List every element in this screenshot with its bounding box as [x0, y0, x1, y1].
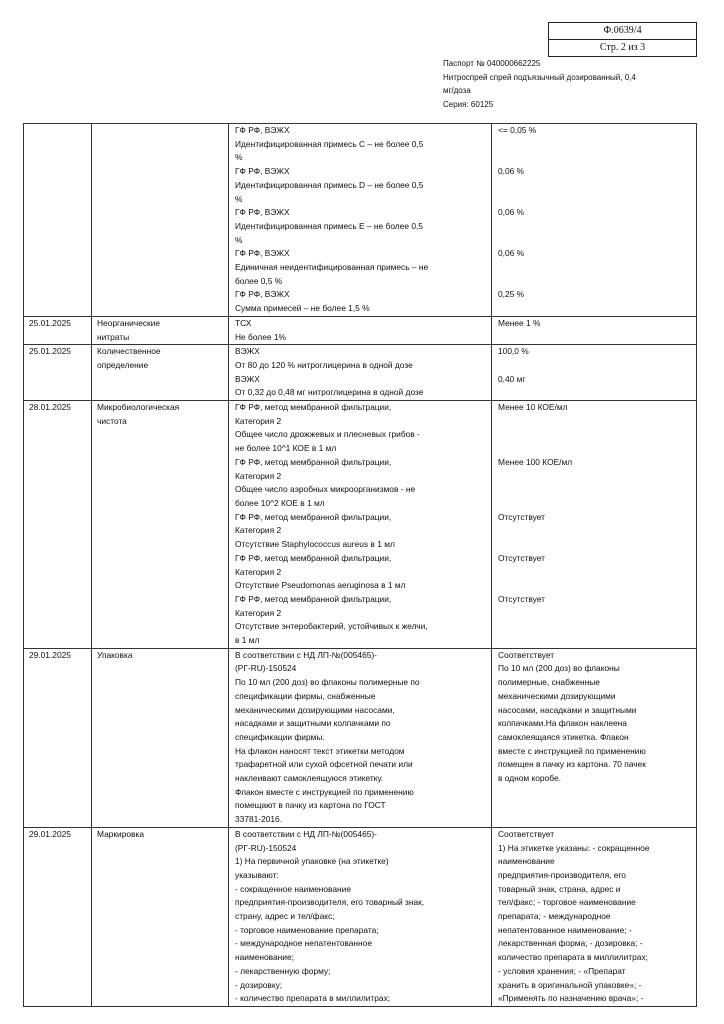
table-row — [24, 827, 697, 1006]
table-row — [24, 648, 697, 827]
result-line: наименование — [498, 856, 555, 867]
method-line: ГФ РФ, ВЭЖХ — [235, 248, 290, 259]
result-line: колпачками.На флакон наклеена — [498, 718, 627, 729]
table-row — [24, 316, 697, 344]
method-line: более 0,5 % — [235, 275, 283, 286]
indicator-line: Микробиологическая — [97, 402, 180, 413]
result-line: Отсутствует — [498, 511, 545, 522]
date-cell — [24, 345, 92, 401]
method-line: Не более 1% — [235, 331, 286, 342]
method-line: ГФ РФ, метод мембранной фильтрации, — [235, 402, 392, 413]
method-line: - торговое наименование препарата; — [235, 924, 379, 935]
method-line: 33781-2016. — [235, 814, 283, 825]
result-line: вместе с инструкцией по применению — [498, 745, 646, 756]
indicator-cell — [92, 316, 229, 344]
result-line — [498, 538, 694, 552]
product-name-line-2: мг/доза — [443, 86, 471, 96]
test-date: 28.01.2025 — [29, 402, 71, 413]
result-line — [498, 261, 694, 275]
result-line: механическими дозирующими — [498, 690, 616, 701]
result-cell — [492, 345, 697, 401]
result-line — [498, 192, 694, 206]
result-cell — [492, 827, 697, 1006]
method-line: Отсутствие энтеробактерий, устойчивых к желчи, — [235, 621, 428, 632]
result-line: насосами, насадками и защитными — [498, 704, 637, 715]
indicator-cell — [92, 345, 229, 401]
result-line: Менее 1 % — [498, 317, 541, 328]
method-cell — [229, 345, 492, 401]
series-number: Серия: 60125 — [443, 99, 494, 109]
result-line — [498, 606, 694, 620]
method-line: ВЭЖХ — [235, 373, 260, 384]
method-line: (РГ-RU)-150524 — [235, 663, 297, 674]
method-line: в 1 мл — [235, 635, 260, 646]
result-line — [498, 470, 694, 484]
method-line: Идентифицированная примесь E – не более 0,5 — [235, 220, 423, 231]
result-line — [498, 138, 694, 152]
result-line — [498, 386, 694, 400]
method-line: % — [235, 193, 243, 204]
product-name-line-1: Нитроспрей спрей подъязычный дозированный, 0,4 — [443, 72, 636, 82]
method-line: помещают в пачку из картона по ГОСТ — [235, 800, 386, 811]
date-cell — [24, 827, 92, 1006]
result-line: Соответствует — [498, 649, 555, 660]
method-line: ГФ РФ, метод мембранной фильтрации, — [235, 456, 392, 467]
method-line: ГФ РФ, метод мембранной фильтрации, — [235, 552, 392, 563]
result-line: количество препарата в миллилитрах; — [498, 952, 648, 963]
method-cell — [229, 124, 492, 317]
method-line: Флакон вместе с инструкцией по применению — [235, 786, 414, 797]
indicator-line: Неорганические — [97, 317, 161, 328]
method-line: По 10 мл (200 доз) во флаконы полимерные по — [235, 677, 420, 688]
result-line: Менее 100 КОЕ/мл — [498, 456, 573, 467]
passport-number: Паспорт № 040000662225 — [443, 59, 541, 68]
test-date: 25.01.2025 — [29, 346, 71, 357]
method-line: От 80 до 120 % нитроглицерина в одной дозе — [235, 359, 413, 370]
method-line: указывают: — [235, 869, 279, 880]
result-line: полимерные, снабженные — [498, 677, 600, 688]
method-line: Общее число аэробных микроорганизмов - не — [235, 484, 416, 495]
method-line: Единичная неидентифицированная примесь – не — [235, 262, 429, 273]
result-cell — [492, 316, 697, 344]
method-line: Категория 2 — [235, 415, 282, 426]
indicator-cell — [92, 648, 229, 827]
result-line: 0,40 мг — [498, 373, 526, 384]
method-line: ГФ РФ, метод мембранной фильтрации, — [235, 593, 392, 604]
indicator-cell — [92, 401, 229, 649]
result-line — [498, 359, 694, 373]
result-line: 0,06 % — [498, 248, 525, 259]
indicator-line: Упаковка — [97, 649, 133, 660]
method-line: В соответствии с НД ЛП-№(005465)- — [235, 649, 377, 660]
indicator-line: нитраты — [97, 331, 130, 342]
result-line — [498, 220, 694, 234]
method-line: ГФ РФ, метод мембранной фильтрации, — [235, 511, 392, 522]
result-line: предприятия-производителя, его — [498, 869, 626, 880]
result-line: в одном коробе. — [498, 773, 561, 784]
method-line: насадками и защитными колпачками по — [235, 718, 391, 729]
result-line — [498, 634, 694, 648]
method-line: От 0,32 до 0,48 мг нитроглицерина в одной дозе — [235, 387, 424, 398]
method-line: % — [235, 234, 243, 245]
result-line — [498, 415, 694, 429]
indicator-line: определение — [97, 359, 149, 370]
result-line: лекарственная форма; - дозировка; - — [498, 938, 643, 949]
method-line: более 10^2 КОЕ в 1 мл — [235, 497, 325, 508]
result-line: самоклеящаяся этикетка. Флакон — [498, 731, 629, 742]
method-line: наименование; — [235, 952, 294, 963]
method-line: - лекарственную форму; — [235, 965, 331, 976]
method-line: трафаретной или сухой офсетной печати или — [235, 759, 413, 770]
result-line: 0,06 % — [498, 166, 525, 177]
method-line: страну, адрес и тел/факс; — [235, 911, 335, 922]
result-line: непатентованное наименование; - — [498, 924, 632, 935]
method-line: ГФ РФ, ВЭЖХ — [235, 125, 290, 135]
result-line: 100,0 % — [498, 346, 529, 357]
method-line: ГФ РФ, ВЭЖХ — [235, 207, 290, 218]
method-line: ТСХ — [235, 317, 252, 328]
method-line: В соответствии с НД ЛП-№(005465)- — [235, 828, 377, 839]
result-line — [498, 428, 694, 442]
method-line: спецификации фирмы, снабженные — [235, 690, 376, 701]
result-line — [498, 524, 694, 538]
method-line: механическими дозирующими насосами, — [235, 704, 395, 715]
method-line: наклеивают самоклеящуюся этикетку. — [235, 773, 384, 784]
method-line: Категория 2 — [235, 566, 282, 577]
result-line: 0,06 % — [498, 207, 525, 218]
result-line — [498, 275, 694, 289]
result-line: препарата; - международное — [498, 911, 611, 922]
test-date: 25.01.2025 — [29, 317, 71, 328]
method-line: - сокращенное наименование — [235, 883, 352, 894]
method-cell — [229, 316, 492, 344]
method-line: Отсутствие Pseudomonas aeruginosa в 1 мл — [235, 580, 406, 591]
method-line: - количество препарата в миллилитрах; — [235, 993, 391, 1004]
result-line — [498, 579, 694, 593]
method-line: ГФ РФ, ВЭЖХ — [235, 166, 290, 177]
result-line — [498, 234, 694, 248]
result-line: Соответствует — [498, 828, 555, 839]
method-cell — [229, 827, 492, 1006]
table-row — [24, 124, 697, 317]
result-line: 0,25 % — [498, 289, 525, 300]
form-code: Ф.0639/4 — [549, 23, 696, 40]
result-line: помещен в пачку из картона. 70 пачек — [498, 759, 646, 770]
page-number: Стр. 2 из 3 — [599, 42, 646, 53]
table-row — [24, 345, 697, 401]
result-line: - условия хранения; - «Препарат — [498, 965, 626, 976]
method-line: ГФ РФ, ВЭЖХ — [235, 289, 290, 300]
result-cell — [492, 124, 697, 317]
method-line: Идентифицированная примесь C – не более 0,5 — [235, 138, 424, 149]
method-line: - дозировку; — [235, 979, 283, 990]
result-line: «Применять по назначению врача»; - — [498, 993, 644, 1004]
method-cell — [229, 401, 492, 649]
passport-header — [443, 57, 653, 111]
method-line: ВЭЖХ — [235, 346, 260, 357]
date-cell — [24, 124, 92, 317]
method-line: Общее число дрожжевых и плесневых грибов - — [235, 429, 420, 440]
method-line: (РГ-RU)-150524 — [235, 842, 297, 853]
result-line — [498, 302, 694, 316]
method-line: Идентифицированная примесь D – не более 0,5 — [235, 179, 424, 190]
result-line — [498, 442, 694, 456]
method-line: Отсутствие Staphylococcus aureus в 1 мл — [235, 539, 395, 550]
test-results-table — [23, 123, 697, 1007]
result-line — [498, 620, 694, 634]
method-line: спецификации фирмы. — [235, 731, 325, 742]
test-date: 29.01.2025 — [29, 828, 71, 839]
method-line: На флакон наносят текст этикетки методом — [235, 745, 405, 756]
method-line: Категория 2 — [235, 525, 282, 536]
indicator-cell — [92, 827, 229, 1006]
date-cell — [24, 316, 92, 344]
result-cell — [492, 401, 697, 649]
result-line — [498, 179, 694, 193]
indicator-line: Количественное — [97, 346, 161, 357]
method-cell — [229, 648, 492, 827]
result-line — [498, 497, 694, 511]
result-line — [498, 151, 694, 165]
test-date: 29.01.2025 — [29, 649, 71, 660]
date-cell — [24, 648, 92, 827]
result-line: Менее 10 КОЕ/мл — [498, 402, 568, 413]
result-line: тел/факс; - торговое наименование — [498, 897, 636, 908]
result-line — [498, 483, 694, 497]
result-line: товарный знак, страна, адрес и — [498, 883, 621, 894]
method-line: не более 10^1 КОЕ в 1 мл — [235, 443, 337, 454]
result-line: 1) На этикетке указаны: - сокращенное — [498, 842, 650, 853]
method-line: % — [235, 152, 243, 163]
indicator-cell — [92, 124, 229, 317]
method-line: 1) На первичной упаковке (на этикетке) — [235, 856, 389, 867]
indicator-line: Маркировка — [97, 828, 144, 839]
table-row — [24, 401, 697, 649]
method-line: Сумма примесей – не более 1,5 % — [235, 303, 370, 314]
result-line — [498, 565, 694, 579]
result-line: Отсутствует — [498, 552, 545, 563]
method-line: Категория 2 — [235, 607, 282, 618]
date-cell — [24, 401, 92, 649]
result-line: Отсутствует — [498, 593, 545, 604]
method-line: - международное непатентованное — [235, 938, 372, 949]
result-cell — [492, 648, 697, 827]
form-number-box — [548, 22, 697, 57]
indicator-line: чистота — [97, 415, 127, 426]
result-line: хранить в оригинальной упаковке»; - — [498, 979, 642, 990]
result-line: По 10 мл (200 доз) во флаконы — [498, 663, 620, 674]
result-line: <= 0,05 % — [498, 125, 537, 135]
method-line: предприятия-производителя, его товарный знак, — [235, 897, 425, 908]
method-line: Категория 2 — [235, 470, 282, 481]
